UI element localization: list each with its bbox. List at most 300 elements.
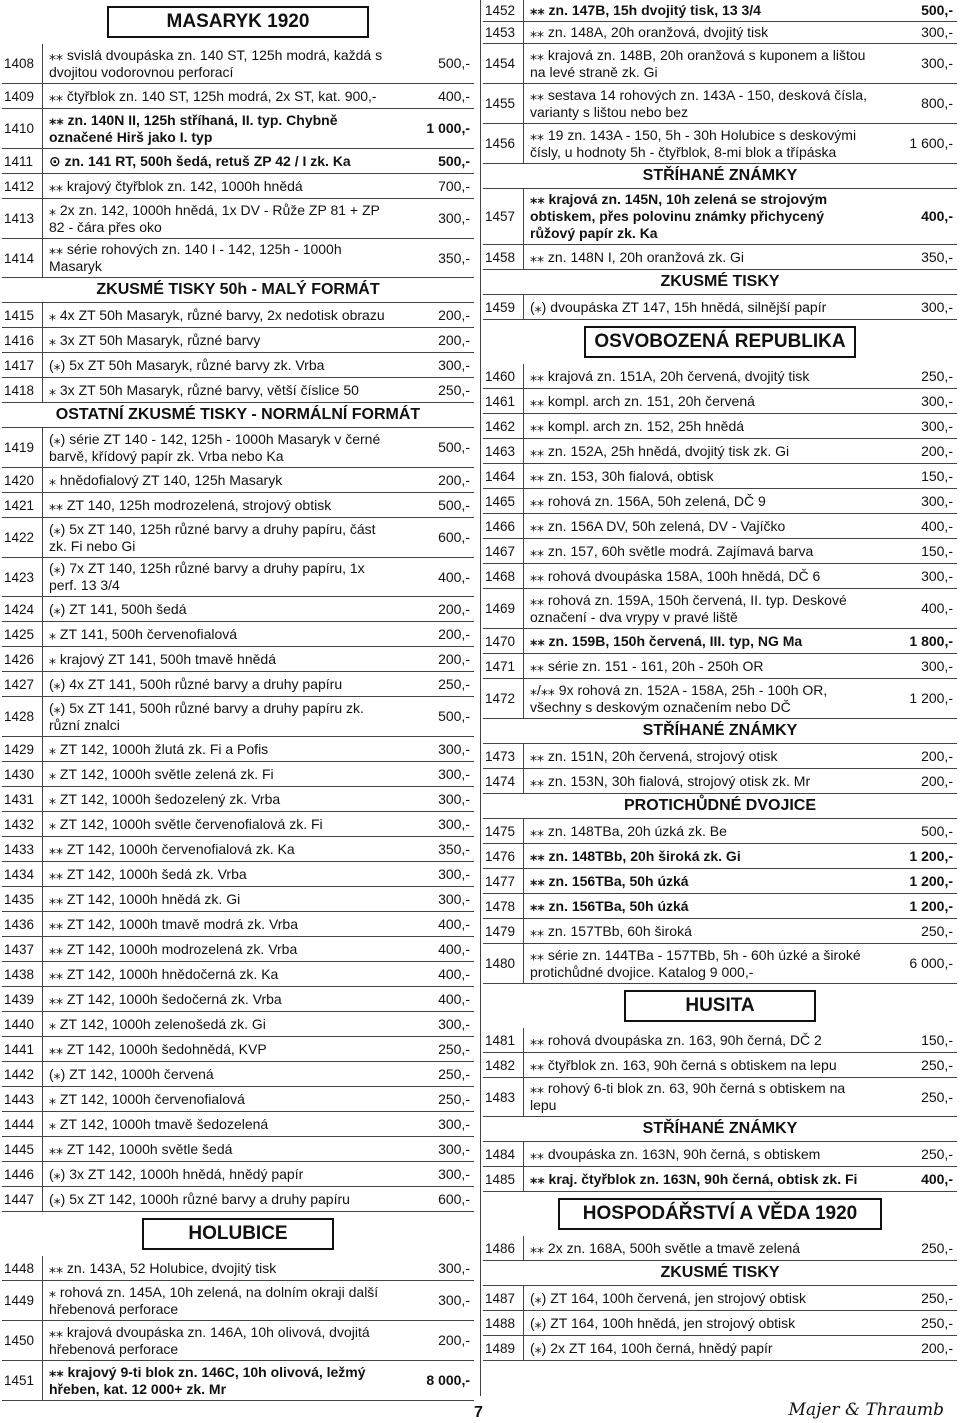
lot-price: 500,- [921,822,953,839]
lot-row [483,489,957,514]
lot-row [483,589,957,629]
lot-row [2,1187,474,1212]
section-heading: STŘÍHANÉ ZNÁMKY [483,719,957,744]
lot-description: ⁎⁎ kompl. arch zn. 152, 25h hnědá [523,414,875,438]
lot-description: ⁎⁎ krajová zn. 145N, 10h zelená se strojovým obtiskem, přes polovinu známky přichycený růžový papír zk. Ka [523,189,875,244]
lot-description: ⁎⁎ 2x zn. 168A, 500h světle a tmavě zelená [523,1236,875,1260]
lot-price: 200,- [438,1332,470,1348]
lot-price: 400,- [438,940,470,957]
lot-number: 1475 [485,823,516,839]
lot-number: 1435 [4,891,35,907]
lot-price: 300,- [438,790,470,807]
lot-price: 150,- [921,542,953,559]
lot-price: 300,- [438,740,470,757]
lot-row [2,672,474,697]
lot-description: ⁎⁎ rohová zn. 159A, 150h červená, II. typ. Deskové označení - dva vrypy v pravé liště [523,589,875,628]
lot-price: 400,- [438,990,470,1007]
lot-number: 1474 [485,773,516,789]
lot-description: ⁎⁎ svislá dvoupáska zn. 140 ST, 125h modrá, každá s dvojitou vodorovnou perforací [42,44,392,83]
lot-row [2,1037,474,1062]
lot-row [2,1062,474,1087]
lot-price: 200,- [438,306,470,323]
lot-description: ⁎⁎ zn. 152A, 25h hnědá, dvojitý tisk zk. Gi [523,439,875,463]
lot-row [483,464,957,489]
lot-description: (⁎) 3x ZT 142, 1000h hnědá, hnědý papír [42,1162,392,1186]
lot-row [2,328,474,353]
lot-row [483,844,957,869]
lot-number: 1481 [485,1032,516,1048]
lot-row [2,353,474,378]
lot-price: 200,- [921,442,953,459]
lot-description: ⁎⁎ ZT 142, 1000h tmavě modrá zk. Vrba [42,912,392,936]
lot-price: 150,- [921,1031,953,1048]
lot-number: 1480 [485,956,516,971]
lot-number: 1448 [4,1260,35,1276]
lot-price: 250,- [438,1040,470,1057]
lot-number: 1479 [485,923,516,939]
section-heading: ZKUSMÉ TISKY [483,270,957,295]
lot-description: ⁎⁎ zn. 153N, 30h fialová, strojový otisk zk. Mr [523,769,875,793]
lot-row [2,1162,474,1187]
lot-price: 250,- [438,381,470,398]
section-heading: OSTATNÍ ZKUSMÉ TISKY - NORMÁLNÍ FORMÁT [2,403,474,428]
lot-description: ⁎⁎ čtyřblok zn. 140 ST, 125h modrá, 2x ST, kat. 900,- [42,84,392,108]
lot-description: ⁎⁎ kraj. čtyřblok zn. 163N, 90h černá, obtisk zk. Fi [523,1167,875,1191]
lot-description: ⁎⁎ ZT 142, 1000h červenofialová zk. Ka [42,837,392,861]
lot-number: 1424 [4,601,35,617]
lot-description: ⁎⁎ krajový čtyřblok zn. 142, 1000h hnědá [42,174,392,198]
lot-price: 150,- [921,467,953,484]
lot-row [2,912,474,937]
lot-row [483,22,957,44]
lot-price: 300,- [438,765,470,782]
lot-number: 1453 [485,25,516,40]
lot-number: 1443 [4,1091,35,1107]
lot-price: 200,- [438,625,470,642]
lot-row [2,558,474,597]
lot-row [483,295,957,320]
lot-description: ⁎⁎ ZT 142, 1000h šedá zk. Vrba [42,862,392,886]
lot-row [2,378,474,403]
lot-number: 1459 [485,299,516,315]
lot-description: (⁎) 5x ZT 141, 500h různé barvy a druhy papíru zk. různí znalci [42,697,392,736]
lot-row [483,629,957,654]
lot-row [483,1336,957,1361]
lot-number: 1446 [4,1166,35,1182]
lot-row [483,124,957,164]
lot-row [2,493,474,518]
lot-price: 250,- [921,1314,953,1331]
lot-number: 1431 [4,791,35,807]
lot-price: 300,- [438,356,470,373]
lot-description: ⁎ ZT 142, 1000h šedozelený zk. Vrba [42,787,392,811]
lot-description: ⁎⁎ krajová zn. 151A, 20h červená, dvojitý tisk [523,364,875,388]
lot-price: 250,- [438,1065,470,1082]
lot-price: 300,- [921,567,953,584]
lot-number: 1413 [4,211,35,226]
lot-number: 1465 [485,493,516,509]
lot-description: ⁎⁎ zn. 153, 30h fialová, obtisk [523,464,875,488]
lot-price: 1 200,- [909,897,953,914]
lot-number: 1410 [4,121,35,136]
lot-number: 1421 [4,497,35,513]
lot-row [2,1321,474,1361]
lot-price: 400,- [438,568,470,585]
lot-row [483,1053,957,1078]
lot-description: (⁎) 4x ZT 141, 500h různé barvy a druhy papíru [42,672,392,696]
lot-price: 300,- [921,657,953,674]
lot-number: 1408 [4,56,35,71]
lot-description: ⁎⁎ dvoupáska zn. 163N, 90h černá, s obtiskem [523,1142,875,1166]
lot-number: 1440 [4,1016,35,1032]
lot-description: ⁎ krajový ZT 141, 500h tmavě hnědá [42,647,392,671]
lot-number: 1411 [4,153,34,169]
lot-number: 1482 [485,1057,516,1073]
lot-row [2,149,474,174]
lot-number: 1425 [4,626,35,642]
lot-description: ⁎⁎ krajový 9-ti blok zn. 146C, 10h olivová, ležmý hřeben, kat. 12 000+ zk. Mr [42,1361,392,1400]
lot-description: ⁎⁎ zn. 147B, 15h dvojitý tisk, 13 3/4 [523,0,875,21]
lot-row [483,44,957,84]
lot-row [2,887,474,912]
lot-number: 1420 [4,472,35,488]
lot-description: ⁎ 3x ZT 50h Masaryk, různé barvy [42,328,392,352]
lot-row [483,364,957,389]
lot-description: ⁎⁎ zn. 157, 60h světle modrá. Zajímavá barva [523,539,875,563]
lot-description: ⁎ 3x ZT 50h Masaryk, různé barvy, větší číslice 50 [42,378,392,402]
lot-row [483,0,957,22]
lot-row [2,647,474,672]
lot-number: 1472 [485,691,516,706]
lot-row [483,564,957,589]
lot-number: 1450 [4,1333,35,1348]
lot-row [2,1087,474,1112]
section-heading: PROTICHŮDNÉ DVOJICE [483,794,957,819]
lot-number: 1466 [485,518,516,534]
lot-row [2,762,474,787]
lot-price: 400,- [921,517,953,534]
lot-number: 1430 [4,766,35,782]
lot-description: ⁎ ZT 142, 1000h světle červenofialová zk. Fi [42,812,392,836]
lot-number: 1436 [4,916,35,932]
lot-price: 300,- [921,55,953,71]
lot-description: ⁎⁎ ZT 142, 1000h šedohnědá, KVP [42,1037,392,1061]
lot-description: ⁎ ZT 142, 1000h červenofialová [42,1087,392,1111]
lot-description: ⁎⁎ rohový 6-ti blok zn. 63, 90h černá s obtiskem na lepu [523,1078,875,1116]
lot-row [483,679,957,719]
lot-number: 1477 [485,873,516,889]
lot-price: 300,- [438,1115,470,1132]
lot-description: ⁎⁎ rohová dvoupáska zn. 163, 90h černá, DČ 2 [523,1028,875,1052]
lot-number: 1486 [485,1240,516,1256]
lot-description: (⁎) ZT 142, 1000h červená [42,1062,392,1086]
lot-description: ⁎⁎ zn. 156TBa, 50h úzká [523,894,875,918]
lot-number: 1409 [4,88,35,104]
lot-price: 400,- [921,1170,953,1187]
lot-description: ⁎⁎ série zn. 151 - 161, 20h - 250h OR [523,654,875,678]
lot-number: 1457 [485,209,516,224]
lot-number: 1483 [485,1089,516,1105]
section-heading: STŘÍHANÉ ZNÁMKY [483,1117,957,1142]
lot-row [2,428,474,468]
lot-description: ⁎⁎ ZT 142, 1000h modrozelená zk. Vrba [42,937,392,961]
lot-description: ⁎ ZT 142, 1000h světle zelená zk. Fi [42,762,392,786]
lot-description: ⁎⁎ sestava 14 rohových zn. 143A - 150, desková čísla, varianty s lištou nebo bez [523,84,875,123]
lot-description: ⁎⁎ zn. 156A DV, 50h zelená, DV - Vajíčko [523,514,875,538]
lot-number: 1454 [485,56,516,71]
lot-row [2,84,474,109]
lot-price: 1 200,- [909,690,953,706]
lot-row [2,303,474,328]
page-number: 7 [474,1404,483,1421]
lot-row [2,1137,474,1162]
lot-row [2,937,474,962]
lot-description: ⁎⁎ zn. 156TBa, 50h úzká [523,869,875,893]
lot-price: 300,- [921,298,953,315]
lot-description: ⁎⁎ série zn. 144TBa - 157TBb, 5h - 60h úzké a široké protichůdné dvojice. Katalog 9 000,- [523,944,875,983]
lot-description: (⁎) dvoupáska ZT 147, 15h hnědá, silnější papír [523,295,875,319]
lot-number: 1434 [4,866,35,882]
lot-row [2,787,474,812]
lot-row [2,812,474,837]
right-column [483,0,957,1361]
lot-row [2,862,474,887]
section-box-title: HOLUBICE [142,1218,334,1250]
lot-number: 1426 [4,651,35,667]
lot-description: ⁎⁎ krajová dvoupáska zn. 146A, 10h olivová, dvojitá hřebenová perforace [42,1321,392,1360]
lot-row [483,1286,957,1311]
lot-price: 500,- [438,496,470,513]
lot-row [483,654,957,679]
lot-description: ⁎⁎ zn. 148TBb, 20h široká zk. Gi [523,844,875,868]
lot-row [483,389,957,414]
lot-price: 200,- [438,650,470,667]
lot-description: (⁎) 5x ZT 140, 125h různé barvy a druhy papíru, část zk. Fi nebo Gi [42,518,392,557]
lot-price: 300,- [438,1165,470,1182]
lot-price: 350,- [921,248,953,265]
lot-row [2,109,474,149]
lot-price: 500,- [438,439,470,455]
section-box-title: HUSITA [624,990,816,1022]
lot-row [483,744,957,769]
lot-price: 250,- [921,1056,953,1073]
lot-number: 1473 [485,748,516,764]
lot-description: ⁎⁎ ZT 140, 125h modrozelená, strojový obtisk [42,493,392,517]
lot-price: 700,- [438,177,470,194]
lot-row [2,1012,474,1037]
lot-number: 1429 [4,741,35,757]
lot-row [483,1142,957,1167]
lot-price: 250,- [921,367,953,384]
lot-number: 1451 [4,1373,35,1388]
lot-price: 200,- [921,1339,953,1356]
lot-row [2,737,474,762]
lot-number: 1427 [4,676,35,692]
lot-price: 1 200,- [909,872,953,889]
lot-price: 1 200,- [909,847,953,864]
lot-description: ⁎⁎ zn. 148N I, 20h oranžová zk. Gi [523,245,875,269]
lot-description: ⁎⁎ krajová zn. 148B, 20h oranžová s kuponem a lištou na levé straně zk. Gi [523,44,875,83]
lot-description: (⁎) 5x ZT 50h Masaryk, různé barvy zk. Vrba [42,353,392,377]
lot-description: ⁎ ZT 142, 1000h žlutá zk. Fi a Pofis [42,737,392,761]
lot-number: 1484 [485,1146,516,1162]
lot-number: 1441 [4,1041,35,1057]
section-heading: STŘÍHANÉ ZNÁMKY [483,164,957,189]
lot-row [2,837,474,862]
lot-price: 300,- [921,392,953,409]
lot-row [2,174,474,199]
lot-row [483,769,957,794]
lot-row [483,819,957,844]
lot-row [2,468,474,493]
lot-number: 1439 [4,991,35,1007]
lot-number: 1423 [4,569,35,585]
lot-row [2,199,474,239]
lot-price: 400,- [921,208,953,224]
lot-price: 300,- [438,815,470,832]
lot-price: 500,- [438,55,470,71]
section-box-title: HOSPODÁŘSTVÍ A VĚDA 1920 [558,1198,882,1230]
lot-number: 1455 [485,96,516,111]
lot-row [2,239,474,278]
lot-row [2,597,474,622]
lot-description: ⁎⁎ zn. 140N II, 125h stříhaná, II. typ. Chybně označené Hirš jako I. typ [42,109,392,148]
lot-row [483,514,957,539]
lot-number: 1464 [485,468,516,484]
lot-number: 1461 [485,393,516,409]
lot-price: 250,- [438,675,470,692]
section-heading: ZKUSMÉ TISKY [483,1261,957,1286]
lot-price: 400,- [438,965,470,982]
lot-price: 1 600,- [909,135,953,151]
lot-description: ⁎ 4x ZT 50h Masaryk, různé barvy, 2x nedotisk obrazu [42,303,392,327]
lot-number: 1488 [485,1315,516,1331]
lot-description: (⁎) ZT 141, 500h šedá [42,597,392,621]
lot-price: 1 800,- [909,632,953,649]
lot-number: 1416 [4,332,35,348]
lot-price: 400,- [921,600,953,616]
lot-row [483,1028,957,1053]
lot-row [483,414,957,439]
lot-description: ⁎⁎ 19 zn. 143A - 150, 5h - 30h Holubice s deskovými čísly, u hodnoty 5h - čtyřblok, 8-mi blok a třípáska [523,124,875,163]
lot-description: (⁎) série ZT 140 - 142, 125h - 1000h Masaryk v černé barvě, křídový papír zk. Vrba nebo Ka [42,428,392,467]
lot-number: 1487 [485,1290,516,1306]
lot-description: (⁎) 5x ZT 142, 1000h různé barvy a druhy papíru [42,1187,392,1211]
lot-number: 1422 [4,530,35,545]
lot-number: 1432 [4,816,35,832]
lot-price: 250,- [921,1239,953,1256]
lot-number: 1456 [485,136,516,151]
lot-price: 300,- [438,210,470,226]
lot-price: 300,- [438,890,470,907]
lot-price: 500,- [438,152,470,169]
lot-description: ⁎⁎ čtyřblok zn. 163, 90h černá s obtiskem na lepu [523,1053,875,1077]
lot-description: ⁎⁎ zn. 143A, 52 Holubice, dvojitý tisk [42,1256,392,1280]
lot-description: ⁎⁎ ZT 142, 1000h světle šedá [42,1137,392,1161]
section-box-title: MASARYK 1920 [107,6,369,38]
lot-price: 800,- [921,95,953,111]
lot-row [2,44,474,84]
lot-description: ⁎⁎ zn. 159B, 150h červená, III. typ, NG Ma [523,629,875,653]
lot-number: 1462 [485,418,516,434]
lot-number: 1414 [4,250,35,266]
lot-description: ⁎⁎ rohová dvoupáska 158A, 100h hnědá, DČ 6 [523,564,875,588]
lot-row [2,1281,474,1321]
lot-number: 1442 [4,1066,35,1082]
lot-row [2,697,474,737]
lot-row [483,869,957,894]
lot-description: (⁎) 7x ZT 140, 125h různé barvy a druhy papíru, 1x perf. 13 3/4 [42,558,392,596]
lot-number: 1452 [485,3,516,18]
lot-description: ⁎ hnědofialový ZT 140, 125h Masaryk [42,468,392,492]
lot-row [2,962,474,987]
lot-price: 400,- [438,87,470,104]
lot-description: ⁎ 2x zn. 142, 1000h hnědá, 1x DV - Růže ZP 81 + ZP 82 - čára přes oko [42,199,392,238]
lot-price: 200,- [438,600,470,617]
lot-price: 200,- [921,747,953,764]
lot-description: ⁎⁎ ZT 142, 1000h šedočerná zk. Vrba [42,987,392,1011]
lot-price: 250,- [921,922,953,939]
lot-description: ⊙ zn. 141 RT, 500h šedá, retuš ZP 42 / I zk. Ka [42,149,392,173]
lot-description: ⁎⁎ ZT 142, 1000h hnědočerná zk. Ka [42,962,392,986]
lot-price: 300,- [921,24,953,40]
lot-number: 1428 [4,709,35,724]
column-divider [480,0,481,1396]
lot-number: 1463 [485,443,516,459]
lot-number: 1437 [4,941,35,957]
lot-number: 1468 [485,568,516,584]
lot-price: 250,- [921,1145,953,1162]
lot-description: ⁎⁎ kompl. arch zn. 151, 20h červená [523,389,875,413]
lot-description: (⁎) ZT 164, 100h červená, jen strojový obtisk [523,1286,875,1310]
lot-row [483,1236,957,1261]
lot-number: 1445 [4,1141,35,1157]
lot-description: ⁎ ZT 142, 1000h tmavě šedozelená [42,1112,392,1136]
lot-description: ⁎ ZT 142, 1000h zelenošedá zk. Gi [42,1012,392,1036]
lot-price: 300,- [438,1015,470,1032]
lot-row [483,84,957,124]
lot-price: 600,- [438,529,470,545]
lot-number: 1489 [485,1340,516,1356]
lot-number: 1444 [4,1116,35,1132]
lot-description: ⁎⁎ zn. 148A, 20h oranžová, dvojitý tisk [523,22,875,43]
lot-description: ⁎⁎ zn. 157TBb, 60h široká [523,919,875,943]
lot-description: ⁎⁎ zn. 151N, 20h červená, strojový otisk [523,744,875,768]
lot-row [2,1256,474,1281]
lot-price: 200,- [438,471,470,488]
lot-number: 1478 [485,898,516,914]
lot-number: 1458 [485,249,516,265]
lot-row [483,439,957,464]
lot-price: 500,- [438,708,470,724]
lot-row [483,894,957,919]
lot-price: 300,- [921,492,953,509]
lot-price: 250,- [921,1289,953,1306]
lot-number: 1447 [4,1191,35,1207]
lot-description: ⁎⁎ rohová zn. 156A, 50h zelená, DČ 9 [523,489,875,513]
lot-price: 300,- [438,865,470,882]
lot-number: 1469 [485,601,516,616]
left-column [2,0,474,1401]
lot-number: 1467 [485,543,516,559]
lot-number: 1412 [4,178,35,194]
lot-row [483,1167,957,1192]
lot-description: ⁎⁎ zn. 148TBa, 20h úzká zk. Be [523,819,875,843]
lot-number: 1460 [485,368,516,384]
lot-row [483,245,957,270]
lot-row [483,189,957,245]
lot-price: 6 000,- [909,955,953,971]
